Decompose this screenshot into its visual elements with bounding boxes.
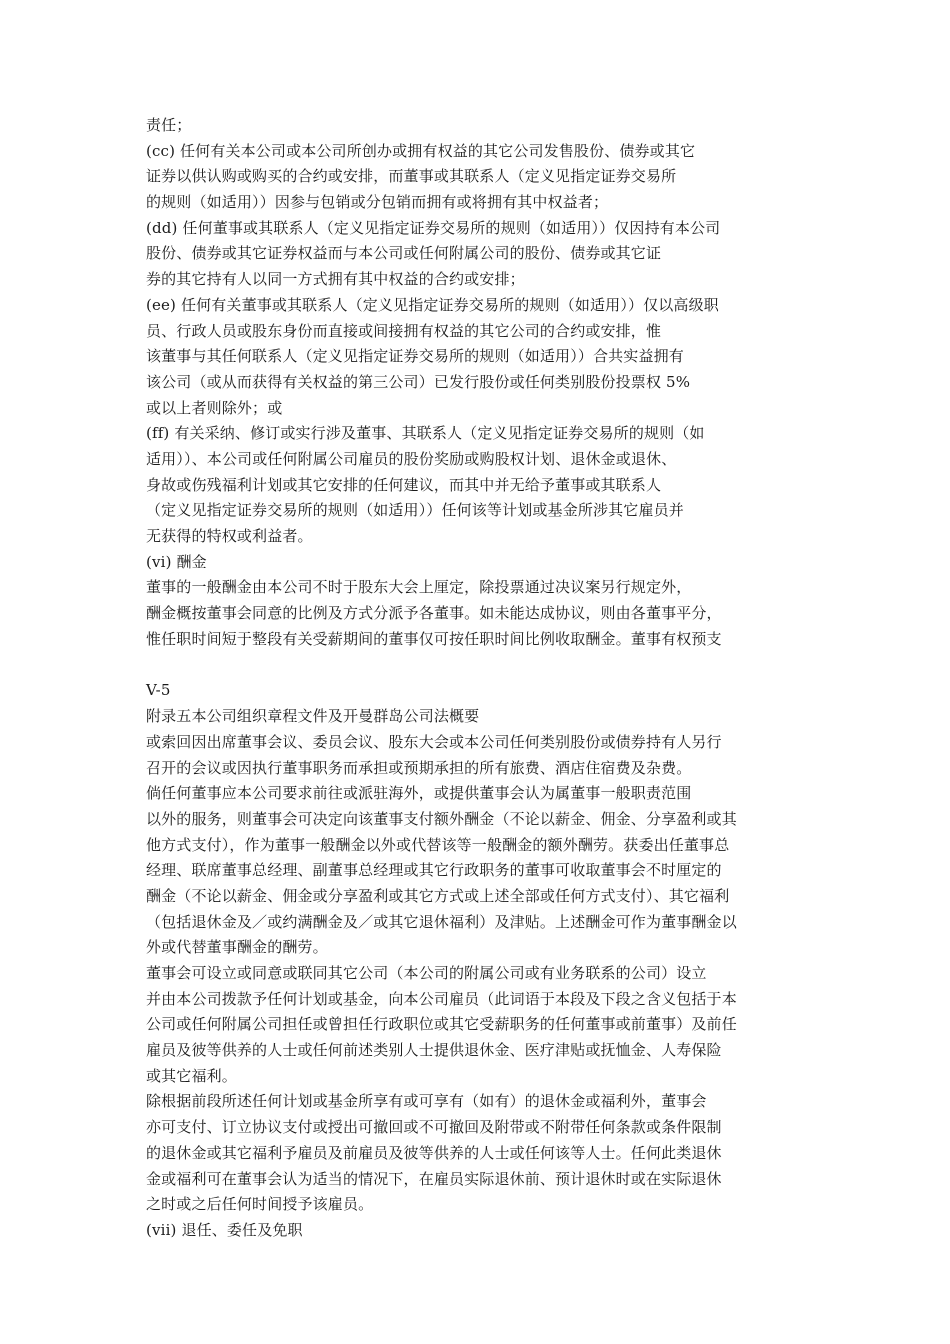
appendix-header: 附录五本公司组织章程文件及开曼群岛公司法概要	[146, 707, 480, 726]
text-line: 股份、债券或其它证券权益而与本公司或任何附属公司的股份、债券或其它证	[146, 244, 662, 263]
text-line: 该董事与其任何联系人（定义见指定证券交易所的规则（如适用））合共实益拥有	[146, 347, 684, 366]
text-line: (ff) 有关采纳、修订或实行涉及董事、其联系人（定义见指定证券交易所的规则（如	[146, 424, 705, 443]
text-line: 证券以供认购或购买的合约或安排，而董事或其联系人（定义见指定证券交易所	[146, 167, 677, 186]
text-line: 或其它福利。	[146, 1066, 237, 1085]
text-line: 经理、联席董事总经理、副董事总经理或其它行政职务的董事可收取董事会不时厘定的	[146, 861, 722, 880]
text-line: 该公司（或从而获得有关权益的第三公司）已发行股份或任何类别股份投票权 5%	[146, 372, 691, 391]
text-line: 酬金（不论以薪金、佣金或分享盈利或其它方式或上述全部或任何方式支付）、其它福利	[146, 886, 730, 905]
text-line: (cc) 任何有关本公司或本公司所创办或拥有权益的其它公司发售股份、债券或其它	[146, 141, 696, 160]
text-line: 适用））、本公司或任何附属公司雇员的股份奖励或购股权计划、退休金或退休、	[146, 449, 677, 468]
text-line: 雇员及彼等供养的人士或任何前述类别人士提供退休金、医疗津贴或抚恤金、人寿保险	[146, 1041, 722, 1060]
text-line: 并由本公司拨款予任何计划或基金，向本公司雇员（此词语于本段及下段之含义包括于本	[146, 989, 737, 1008]
text-line: 券的其它持有人以同一方式拥有其中权益的合约或安排；	[146, 270, 525, 289]
text-line: 之时或之后任何时间授予该雇员。	[146, 1195, 374, 1214]
text-line: 或索回因出席董事会议、委员会议、股东大会或本公司任何类别股份或债券持有人另行	[146, 732, 722, 751]
text-line: 的规则（如适用））因参与包销或分包销而拥有或将拥有其中权益者；	[146, 193, 609, 212]
text-line: 的退休金或其它福利予雇员及前雇员及彼等供养的人士或任何该等人士。任何此类退休	[146, 1143, 722, 1162]
text-line: 倘任何董事应本公司要求前往或派驻海外，或提供董事会认为属董事一般职责范围	[146, 784, 692, 803]
section-heading: (vii) 退任、委任及免职	[146, 1220, 303, 1239]
text-line: 董事会可设立或同意或联同其它公司（本公司的附属公司或有业务联系的公司）设立	[146, 964, 707, 982]
document-page	[146, 113, 826, 1244]
text-line: 金或福利可在董事会认为适当的情况下，在雇员实际退休前、预计退休时或在实际退休	[146, 1169, 722, 1188]
text-line: 责任；	[146, 116, 192, 134]
page-number: V-5	[146, 681, 171, 700]
text-line: 公司或任何附属公司担任或曾担任行政职位或其它受薪职务的任何董事或前董事）及前任	[146, 1015, 737, 1034]
text-line: 惟任职时间短于整段有关受薪期间的董事仅可按任职时间比例收取酬金。董事有权预支	[146, 629, 722, 648]
text-line: 以外的服务，则董事会可决定向该董事支付额外酬金（不论以薪金、佣金、分享盈利或其	[146, 809, 737, 828]
text-line: 酬金概按董事会同意的比例及方式分派予各董事。如未能达成协议，则由各董事平分，	[146, 604, 722, 623]
text-line: 亦可支付、订立协议支付或授出可撤回或不可撤回及附带或不附带任何条款或条件限制	[146, 1118, 722, 1137]
text-line: (ee) 任何有关董事或其联系人（定义见指定证券交易所的规则（如适用））仅以高级职	[146, 295, 719, 314]
section-top	[146, 113, 826, 652]
text-line: (dd) 任何董事或其联系人（定义见指定证券交易所的规则（如适用））仅因持有本公司	[146, 218, 721, 237]
text-line: 员、行政人员或股东身份而直接或间接拥有权益的其它公司的合约或安排，惟	[146, 321, 662, 340]
text-line: 身故或伤残福利计划或其它安排的任何建议，而其中并无给予董事或其联系人	[146, 475, 662, 494]
text-line: 董事的一般酬金由本公司不时于股东大会上厘定，除投票通过决议案另行规定外，	[146, 578, 692, 597]
text-line: 无获得的特权或利益者。	[146, 527, 313, 545]
section-heading: (vi) 酬金	[146, 552, 207, 571]
text-line: 除根据前段所述任何计划或基金所享有或可享有（如有）的退休金或福利外，董事会	[146, 1092, 707, 1111]
text-line: （包括退休金及／或约满酬金及／或其它退休福利）及津贴。上述酬金可作为董事酬金以	[146, 912, 737, 931]
text-line: 召开的会议或因执行董事职务而承担或预期承担的所有旅费、酒店住宿费及杂费。	[146, 758, 692, 777]
text-line: 或以上者则除外；或	[146, 398, 283, 417]
section-bottom	[146, 678, 826, 1243]
page-break-gap	[146, 652, 826, 678]
text-line: 外或代替董事酬金的酬劳。	[146, 938, 328, 957]
text-line: 他方式支付），作为董事一般酬金以外或代替该等一般酬金的额外酬劳。获委出任董事总	[146, 835, 730, 854]
text-line: （定义见指定证券交易所的规则（如适用））任何该等计划或基金所涉其它雇员并	[146, 501, 684, 520]
